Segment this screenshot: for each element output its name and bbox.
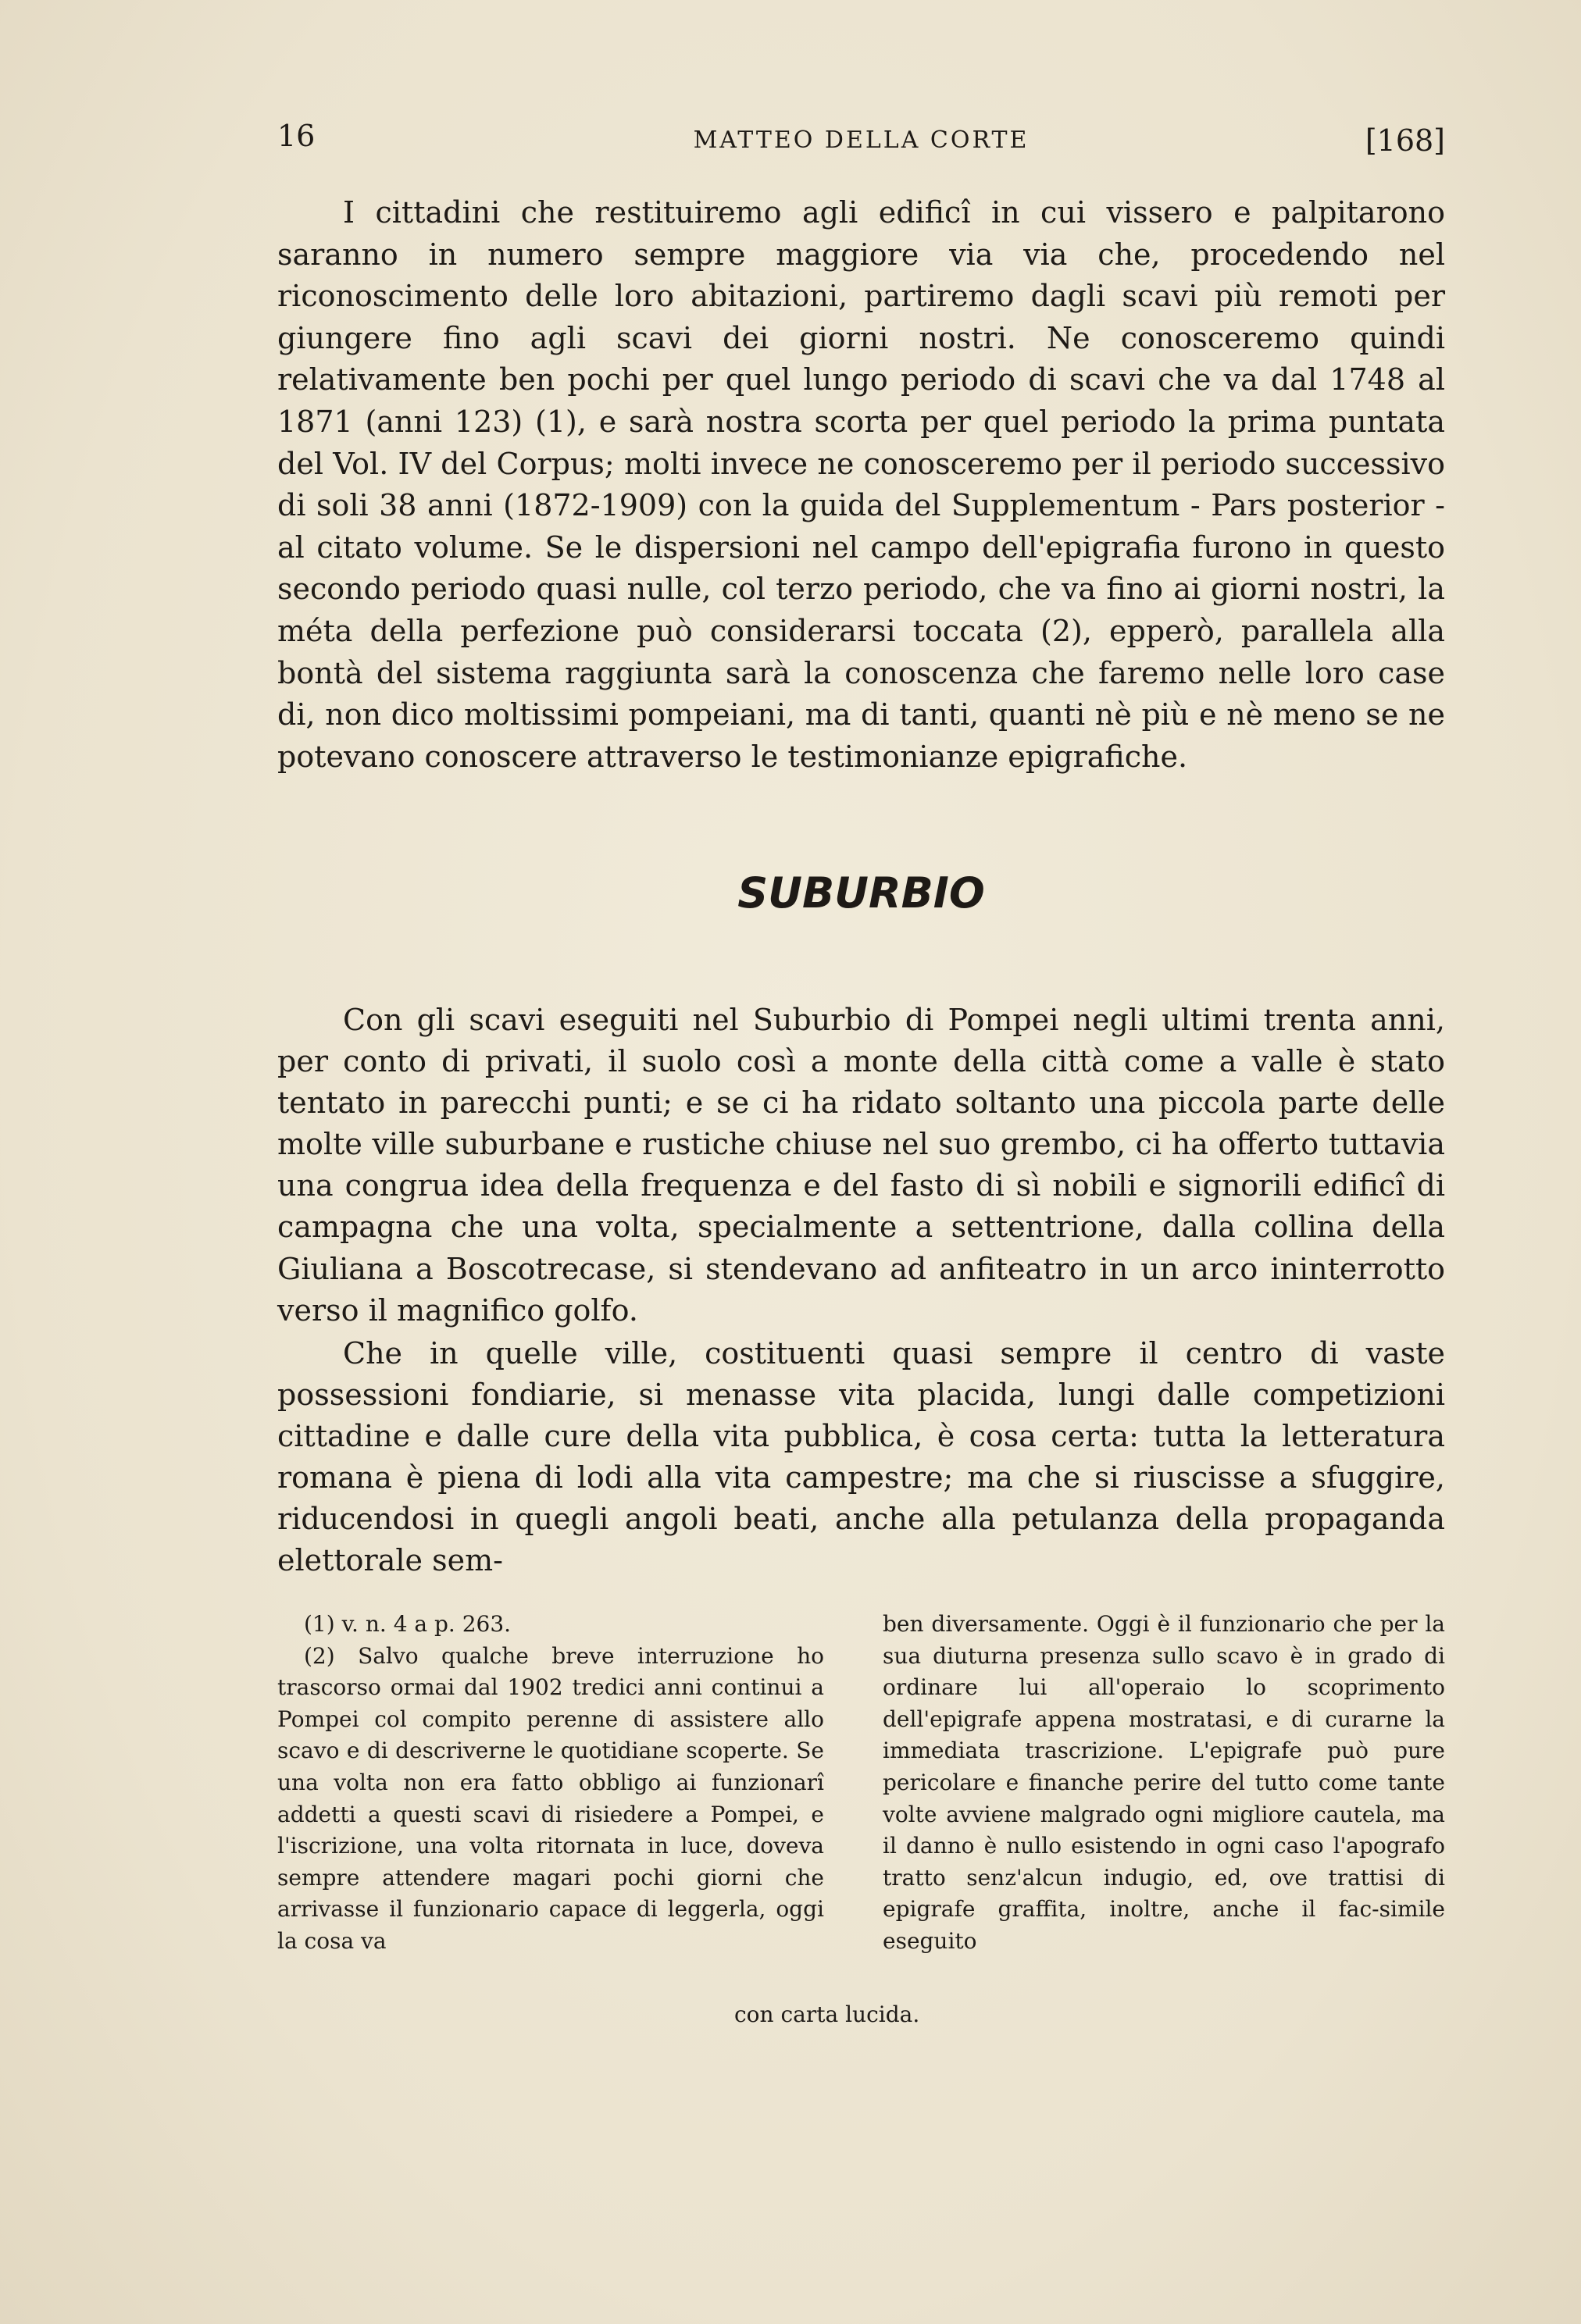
section-paragraph-2: Che in quelle ville, costituenti quasi sempre il centro di vaste possessioni fondiarie, si menasse vita placida, lungi dalle competizioni cittadine e dalle cure della vita pubblica, è cosa certa: tutta la letteratura romana è piena di lodi alla vita campestre; ma che si riuscisse a sfuggire, riducendosi in quegli angoli beati, anche alla petulanza della propaganda elettorale sem- <box>277 1335 1445 1578</box>
page-number: 16 <box>277 119 316 153</box>
page-header <box>277 116 1445 162</box>
footnote-1: (1) v. n. 4 a p. 263. <box>304 1611 512 1637</box>
section-text <box>277 1000 1445 1581</box>
footnote-2-ending: con carta lucida. <box>734 2001 920 2027</box>
footnotes-left-column <box>277 1609 824 1958</box>
bracketed-page-number: [168] <box>1365 123 1445 158</box>
intro-paragraph: I cittadini che restituiremo agli edificî in cui vissero e palpitarono saranno in numero sempre maggiore via via che, procedendo nel riconoscimento delle loro abitazioni, partiremo dagli scavi più remoti per giungere fino agli scavi dei giorni nostri. Ne conosceremo quindi relativamente ben pochi per quel lungo periodo di scavi che va dal 1748 al 1871 (anni 123) (1), e sarà nostra scorta per quel periodo la prima puntata del Vol. IV del Corpus; molti invece ne conosceremo per il periodo successivo di soli 38 anni (1872-1909) con la guida del Supplementum - Pars posterior - al citato volume. Se le dispersioni nel campo dell'epigrafia furono in questo secondo periodo quasi nulle, col terzo periodo, che va fino ai giorni nostri, la méta della perfezione può considerarsi toccata (2), epperò, parallela alla bontà del sistema raggiunta sarà la conoscenza che faremo nelle loro case di, non dico moltissimi pompeiani, ma di tanti, quanti nè più e nè meno se ne potevano conoscere attraverso le testimonianze epigrafiche. <box>277 195 1445 774</box>
intro-text <box>277 192 1445 778</box>
running-title: MATTEO DELLA CORTE <box>693 127 1030 154</box>
footnote-2-part-2: ben diversamente. Oggi è il funzionario che per la sua diuturna presenza sullo scavo è in grado di ordinare lui all'operaio lo scoprimento dell'epigrafe appena mostratasi, e di curarne la immediata trascrizione. L'epigrafe può pure pericolare e finanche perire del tutto come tante volte avviene malgrado ogni migliore cautela, ma il danno è nullo esistendo in ogni caso l'apografo tratto senz'alcun indugio, ed, ove trattisi di epigrafe graffita, inoltre, anche il fac-simile eseguito <box>883 1611 1445 1954</box>
section-heading: SUBURBIO <box>737 868 985 918</box>
section-paragraph-1: Con gli scavi eseguiti nel Suburbio di Pompei negli ultimi trenta anni, per conto di privati, il suolo così a monte della città come a valle è stato tentato in parecchi punti; e se ci ha ridato soltanto una piccola parte delle molte ville suburbane e rustiche chiuse nel suo grembo, ci ha offerto tuttavia una congrua idea della frequenza e del fasto di sì nobili e signorili edificî di campagna che una volta, specialmente a settentrione, dalla collina della Giuliana a Boscotrecase, si stendevano ad anfiteatro in un arco ininterrotto verso il magnifico golfo. <box>277 1003 1445 1328</box>
footnote-2-part-1: (2) Salvo qualche breve interruzione ho trascorso ormai dal 1902 tredici anni continui a Pompei col compito perenne di assistere allo scavo e di descriverne le quotidiane scoperte. Se una volta non era fatto obbligo ai funzionarî addetti a questi scavi di risiedere a Pompei, e l'iscrizione, una volta ritornata in luce, doveva sempre attendere magari pochi giorni che arrivasse il funzionario capace di leggerla, oggi la cosa va <box>277 1642 824 1954</box>
footnotes-right-column <box>883 1609 1445 1958</box>
